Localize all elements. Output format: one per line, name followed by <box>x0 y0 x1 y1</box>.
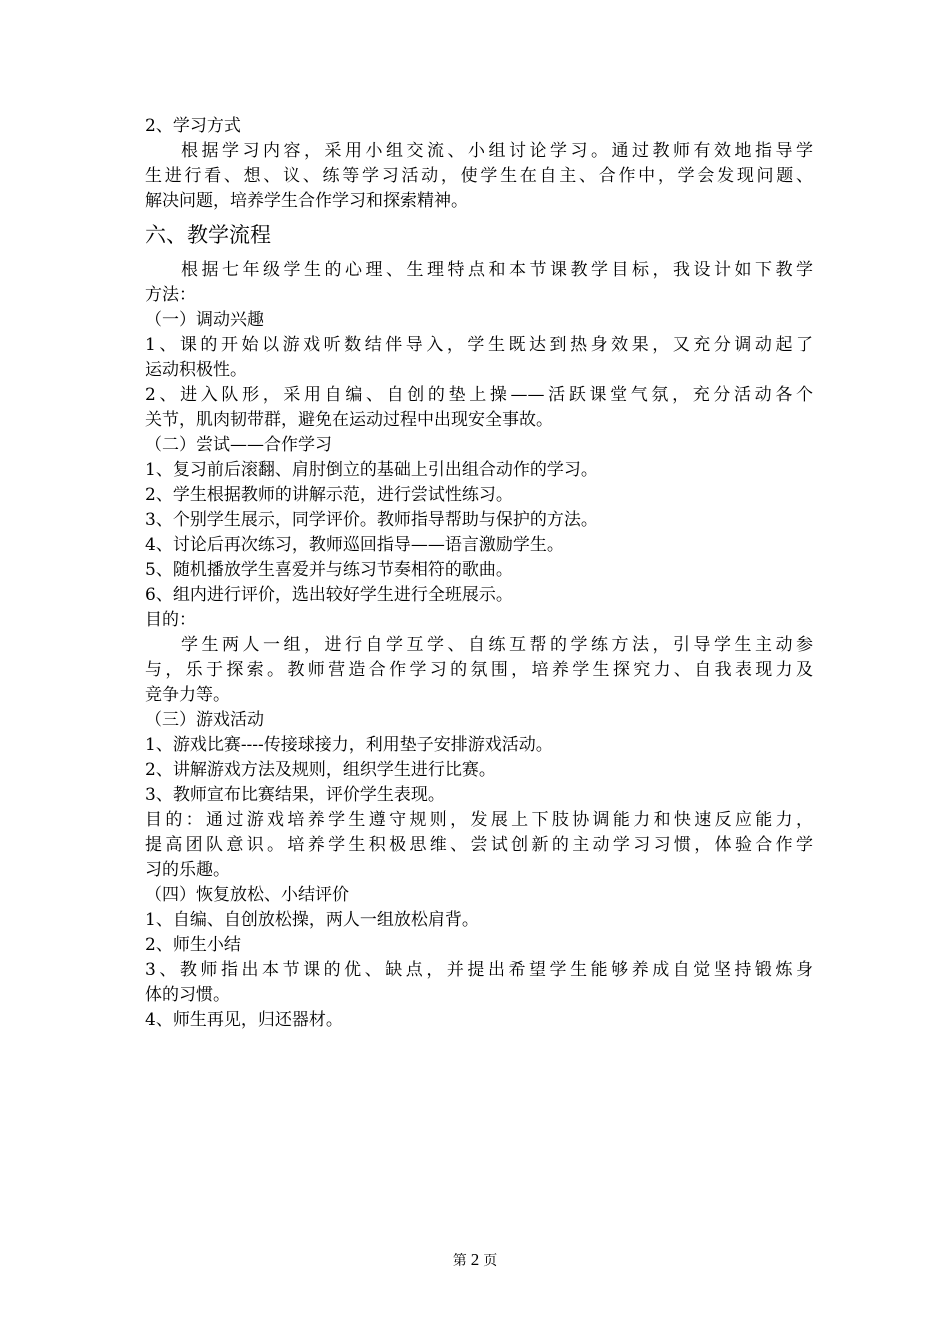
list-item: 3、教师宣布比赛结果，评价学生表现。 <box>145 785 445 805</box>
list-item: 2、进入队形，采用自编、自创的垫上操——活跃课堂气氛，充分活动各个 <box>145 385 813 405</box>
list-item: 运动积极性。 <box>145 360 247 380</box>
part-title-1: （一）调动兴趣 <box>145 310 264 330</box>
list-item: 2、讲解游戏方法及规则，组织学生进行比赛。 <box>145 760 496 780</box>
list-item: 2、学生根据教师的讲解示范，进行尝试性练习。 <box>145 485 513 505</box>
footer-suffix: 页 <box>483 1253 498 1269</box>
paragraph-line: 目的：通过游戏培养学生遵守规则，发展上下肢协调能力和快速反应能力， <box>145 810 813 830</box>
list-item: 1、自编、自创放松操，两人一组放松肩背。 <box>145 910 479 930</box>
list-item: 4、师生再见，归还器材。 <box>145 1010 343 1030</box>
list-item: 1、游戏比赛----传接球接力，利用垫子安排游戏活动。 <box>145 735 553 755</box>
list-item: 3、教师指出本节课的优、缺点，并提出希望学生能够养成自觉坚持锻炼身 <box>145 960 813 980</box>
paragraph-line: 提高团队意识。培养学生积极思维、尝试创新的主动学习习惯，体验合作学 <box>145 835 813 855</box>
list-item: 2、师生小结 <box>145 935 241 955</box>
list-item: 1、复习前后滚翻、肩肘倒立的基础上引出组合动作的学习。 <box>145 460 598 480</box>
page-footer <box>0 1250 950 1271</box>
paragraph-line: 习的乐趣。 <box>145 860 230 880</box>
part-title-2: （二）尝试——合作学习 <box>145 435 332 455</box>
list-item: 5、随机播放学生喜爱并与练习节奏相符的歌曲。 <box>145 560 513 580</box>
paragraph-line: 解决问题，培养学生合作学习和探索精神。 <box>145 191 468 211</box>
part-title-4: （四）恢复放松、小结评价 <box>145 885 349 905</box>
list-item: 4、讨论后再次练习，教师巡回指导——语言激励学生。 <box>145 535 564 555</box>
section-heading-teaching-flow: 六、教学流程 <box>145 223 271 247</box>
list-item: 6、组内进行评价，选出较好学生进行全班展示。 <box>145 585 513 605</box>
page-content <box>145 114 813 1033</box>
list-item: 1、课的开始以游戏听数结伴导入，学生既达到热身效果，又充分调动起了 <box>145 335 813 355</box>
page-number: 2 <box>470 1250 480 1269</box>
list-item: 体的习惯。 <box>145 985 230 1005</box>
subsection-title-learning-method: 2、学习方式 <box>145 116 241 136</box>
paragraph-line: 根据七年级学生的心理、生理特点和本节课教学目标，我设计如下教学 <box>181 260 813 280</box>
purpose-label: 目的： <box>145 610 196 630</box>
list-item: 3、个别学生展示，同学评价。教师指导帮助与保护的方法。 <box>145 510 598 530</box>
paragraph-line: 竞争力等。 <box>145 685 230 705</box>
paragraph-line: 生进行看、想、议、练等学习活动，使学生在自主、合作中，学会发现问题、 <box>145 166 813 186</box>
paragraph-line: 方法： <box>145 285 196 305</box>
list-item: 关节，肌肉韧带群，避免在运动过程中出现安全事故。 <box>145 410 553 430</box>
paragraph-line: 学生两人一组，进行自学互学、自练互帮的学练方法，引导学生主动参 <box>181 635 813 655</box>
footer-prefix: 第 <box>452 1253 467 1269</box>
paragraph-line: 根据学习内容，采用小组交流、小组讨论学习。通过教师有效地指导学 <box>181 141 813 161</box>
part-title-3: （三）游戏活动 <box>145 710 264 730</box>
paragraph-line: 与，乐于探索。教师营造合作学习的氛围，培养学生探究力、自我表现力及 <box>145 660 813 680</box>
